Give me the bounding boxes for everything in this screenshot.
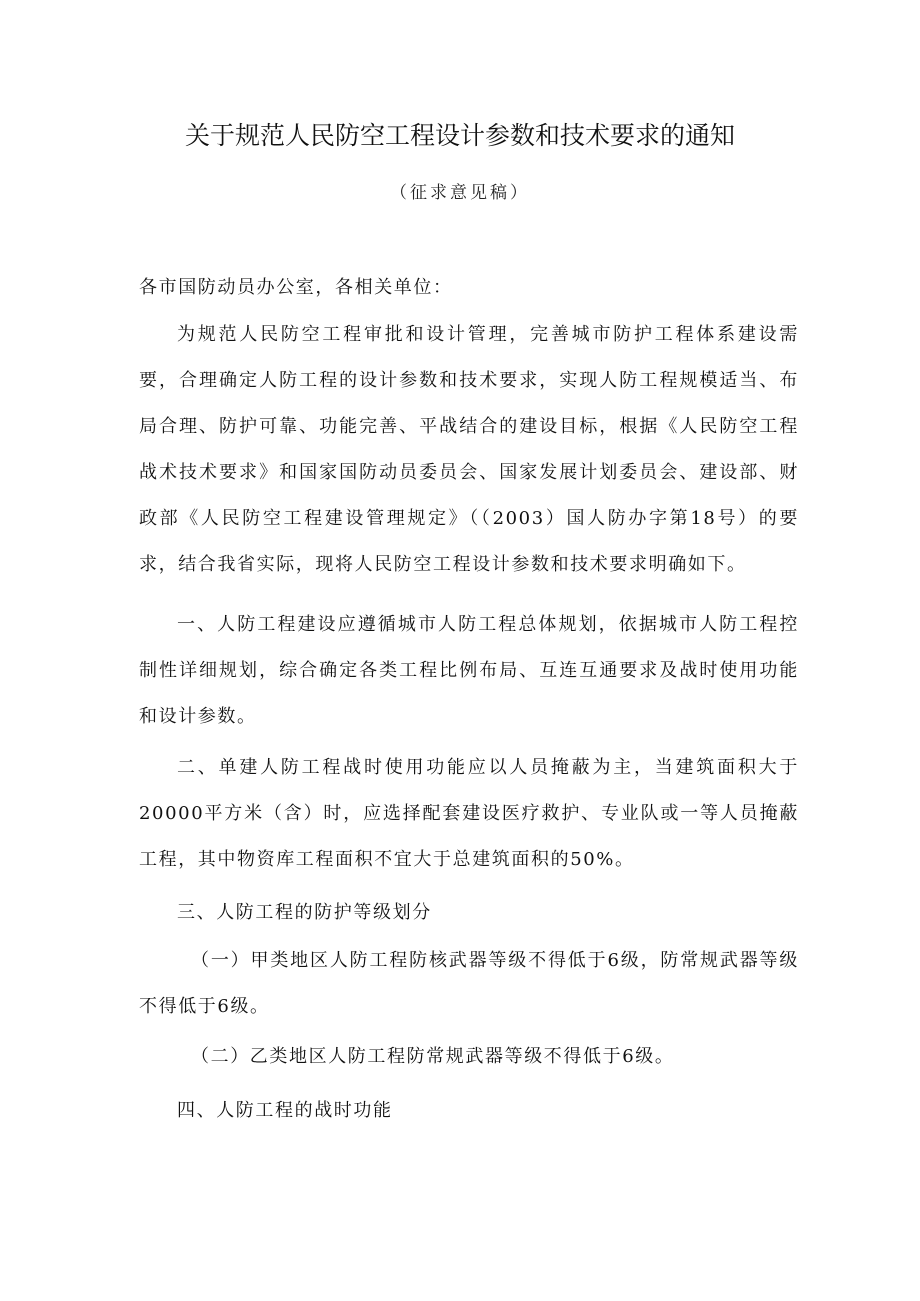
paragraph-intro: 为规范人民防空工程审批和设计管理，完善城市防护工程体系建设需要，合理确定人防工程的设计参数和技术要求，实现人防工程规模适当、布局合理、防护可靠、功能完善、平战结合的建设目标，根据《人民防空工程战术技术要求》和国家国防动员委员会、国家发展计划委员会、建设部、财政部《人民防空工程建设管理规定》（（2003）国人防办字第18号）的要求，结合我省实际，现将人民防空工程设计参数和技术要求明确如下。 <box>139 324 799 575</box>
paragraph-item-3-sub-2: （二）乙类地区人防工程防常规武器等级不得低于6级。 <box>191 1046 675 1067</box>
document-title: 关于规范人民防空工程设计参数和技术要求的通知 <box>184 121 735 150</box>
salutation: 各市国防动员办公室，各相关单位： <box>139 277 453 298</box>
paragraph-item-1: 一、人防工程建设应遵循城市人防工程总体规划，依据城市人防工程控制性详细规划，综合确定各类工程比例布局、互连互通要求及战时使用功能和设计参数。 <box>139 614 799 727</box>
paragraph-item-3-heading: 三、人防工程的防护等级划分 <box>177 902 432 923</box>
paragraph-item-2: 二、单建人防工程战时使用功能应以人员掩蔽为主，当建筑面积大于20000平方米（含）时，应选择配套建设医疗救护、专业队或一等人员掩蔽工程，其中物资库工程面积不宜大于总建筑面积的50%。 <box>139 757 799 870</box>
paragraph-item-4-heading: 四、人防工程的战时功能 <box>177 1100 393 1121</box>
document-subtitle: （征求意见稿） <box>390 183 530 203</box>
paragraph-item-3-sub-1: （一）甲类地区人防工程防核武器等级不得低于6级，防常规武器等级不得低于6级。 <box>139 950 799 1017</box>
